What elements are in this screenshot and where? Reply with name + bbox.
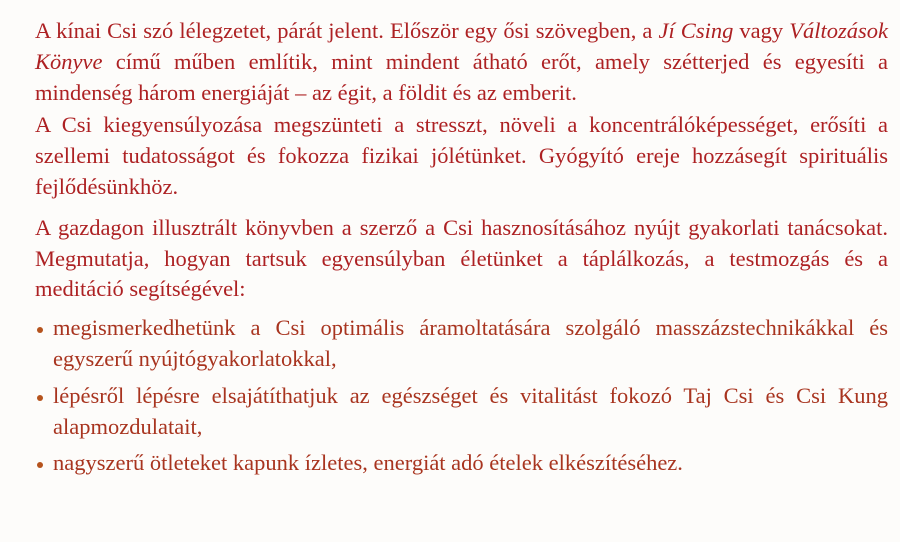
- paragraph-book: [35, 213, 888, 305]
- paragraph-text-segment: vagy: [733, 18, 790, 43]
- bullet-text: lépésről lépésre elsajátíthatjuk az egészséget és vitalitást fokozó Taj Csi és Csi Kung alapmozdulatait,: [53, 382, 888, 439]
- paragraph-text-segment: című műben említik, mint mindent átható erőt, amely szétterjed és egyesíti a mindenség három energiáját – az égit, a földit és az emberit.: [35, 48, 888, 105]
- paragraph-text-segment: A kínai Csi szó lélegzetet, párát jelent. Először egy ősi szövegben, a: [35, 18, 659, 43]
- bullet-text: megismerkedhetünk a Csi optimális áramoltatására szolgáló masszázstechnikákkal és egyszerű nyújtógyakorlatokkal,: [53, 315, 888, 371]
- bullet-dot-icon: [37, 395, 43, 401]
- bullet-text: nagyszerű ötleteket kapunk ízletes, energiát adó ételek elkészítéséhez.: [53, 450, 683, 476]
- paragraph-balance: [35, 110, 888, 202]
- book-title-text: Jí Csing: [658, 18, 734, 43]
- bullet-item: [35, 313, 888, 375]
- bullet-dot-icon: [37, 327, 43, 333]
- paragraph-text-segment: A Csi kiegyensúlyozása megszünteti a stresszt, növeli a koncentrálóképességet, erősíti a szellemi tudatosságot és fokozza fizikai jólétünket. Gyógyító ereje hozzásegít spirituális fejlődésünkhöz.: [35, 112, 888, 199]
- bullet-item: [35, 381, 888, 443]
- blurb-text: [35, 16, 888, 485]
- bullet-item: [35, 448, 888, 479]
- paragraph-text-segment: A gazdagon illusztrált könyvben a szerző a Csi hasznosításához nyújt gyakorlati tanácsokat. Megmutatja, hogyan tartsuk egyensúlyban életünket a táplálkozás, a testmozgás és a meditáció segítségével:: [35, 214, 888, 302]
- paragraph-intro: [35, 16, 888, 108]
- book-title-text: Változások Könyve: [35, 18, 888, 74]
- bullet-list: [35, 313, 888, 479]
- bullet-dot-icon: [37, 462, 43, 468]
